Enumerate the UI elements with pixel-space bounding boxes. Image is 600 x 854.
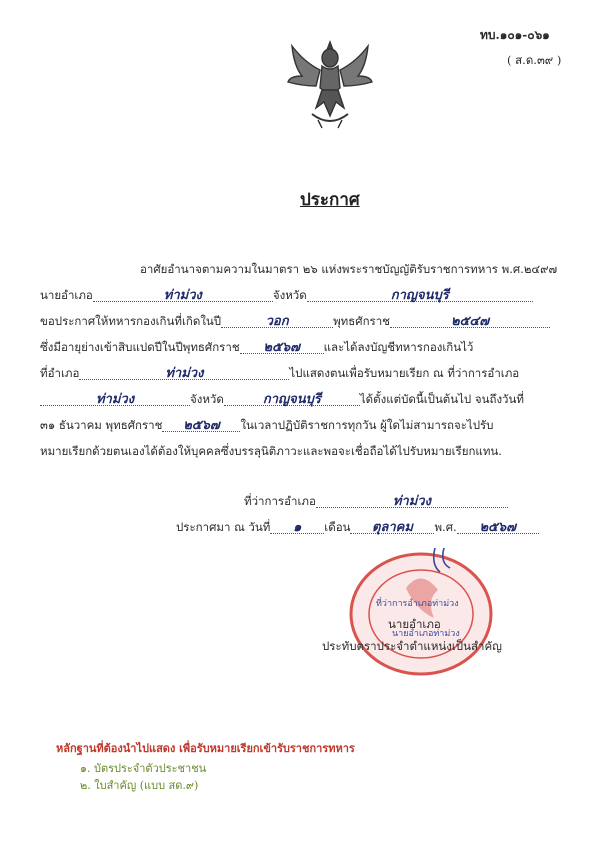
body-line-1: อาศัยอำนาจตามความในมาตรา ๒๖ แห่งพระราชบัญญัติรับราชการทหาร พ.ศ.๒๔๙๗ [140,262,558,276]
form-code: ทบ.๑๐๑-๐๖๑ [480,28,550,42]
page-title: ประกาศ [300,190,360,210]
body-line-2 [40,287,533,303]
year-value: ๒๕๖๗ [479,520,516,535]
label-district: นายอำเภอ [40,288,93,302]
footer-item: ๒. ใบสำคัญ (แบบ สด.๙) [80,779,199,792]
footer-item: ๑. บัตรประจำตัวประชาชน [80,762,207,775]
office-line: ที่ว่าการอำเภอ ท่าม่วง [244,493,508,509]
body-line-8: หมายเรียกด้วยตนเองได้ต้องให้บุคคลซึ่งบรรลุนิติภาวะและพอจะเชื่อถือได้ไปรับหมายเรียกแทน. [40,444,502,458]
officer-title: นายอำเภอ [388,617,441,631]
office-district: ท่าม่วง [392,494,431,509]
stamp-text-1: ที่ว่าการอำเภอท่าม่วง [376,599,459,609]
register-province: กาญจนบุรี [262,392,321,407]
garuda-emblem-icon [282,36,378,132]
month-value: ตุลาคม [371,520,413,535]
body-line-5: ที่อำเภอ ท่าม่วง ไปแสดงตนเพื่อรับหมายเรียก ณ ที่ว่าการอำเภอ [40,366,520,381]
seal-note: ประทับตราประจำตำแหน่งเป็นสำคัญ [322,639,502,653]
turn18-year: ๒๕๖๗ [263,340,300,355]
birth-year-be: ๒๕๔๗ [450,314,489,329]
body-line-3: ขอประกาศให้ทหารกองเกินที่เกิดในปี วอก พุทธศักราช ๒๕๔๗ [40,313,550,329]
birth-year-name: วอก [265,314,289,329]
body-line-6: ท่าม่วง จังหวัด กาญจนบุรี ได้ตั้งแต่บัดนี้เป็นต้นไป จนถึงวันที่ [40,391,524,407]
form-ref: ( ส.ด.๓๙ ) [507,53,562,67]
label-province: จังหวัด [272,288,307,302]
body-line-4: ซึ่งมีอายุย่างเข้าสิบแปดปีในปีพุทธศักราช ๒๕๖๗ และได้ลงบัญชีทหารกองเกินไว้ [40,340,474,355]
province-value: กาญจนบุรี [390,288,449,303]
day-value: ๑ [293,520,302,535]
stamp-text-2: นายอำเภอท่าม่วง [392,629,460,639]
body-line-7: ๓๑ ธันวาคม พุทธศักราช ๒๕๖๗ ในเวลาปฏิบัติราชการทุกวัน ผู้ใดไม่สามารถจะไปรับ [40,418,494,433]
footer-heading: หลักฐานที่ต้องนำไปแสดง เพื่อรับหมายเรียกเข้ารับราชการทหาร [56,742,355,755]
register-district: ท่าม่วง [165,366,204,381]
district-value: ท่าม่วง [163,288,202,303]
date-line: ประกาศมา ณ วันที่ ๑ เดือน ตุลาคม พ.ศ. ๒๕๖๗ [176,519,539,535]
office-district-2: ท่าม่วง [95,392,135,407]
official-stamp [346,548,496,678]
deadline-year: ๒๕๖๗ [183,418,220,433]
